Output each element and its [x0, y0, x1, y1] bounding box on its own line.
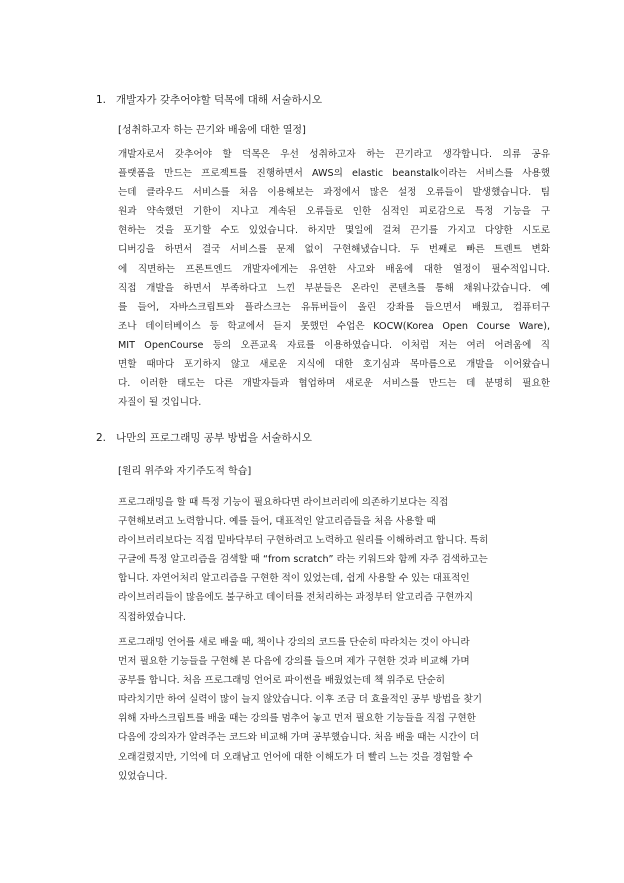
text-line: 다음에 강의자가 알려주는 코드와 비교해 가며 공부했습니다. 처음 배울 때는 시간이 더 — [118, 732, 479, 744]
text-line: 구글에 특정 알고리즘을 검색할 때 “from scratch” 라는 키워드와 함께 자주 검색하고는 — [118, 554, 488, 566]
section-2-subtitle: [원리 위주와 자기주도적 학습] — [118, 466, 252, 477]
question-2 — [96, 430, 312, 445]
text-line: 를 들어, 자바스크립트와 플라스크는 유튜버들이 올린 강좌를 들으면서 배웠고, 컴퓨터구 — [118, 301, 550, 313]
text-line: 위해 자바스크립트를 배울 때는 강의를 멈추어 놓고 먼저 필요한 기능들을 직접 구현한 — [118, 713, 476, 725]
text-line: 에 직면하는 프론트엔드 개발자에게는 유연한 사고와 배움에 대한 열정이 필수적입니다. — [118, 263, 550, 275]
text-line: 조나 데이터베이스 등 학교에서 듣지 못했던 수업은 KOCW(Korea Open Course Ware), — [118, 320, 550, 332]
text-line: 현하는 것을 포기할 수도 있었습니다. 하지만 몇일에 걸쳐 끈기를 가지고 다양한 시도로 — [118, 225, 550, 237]
text-line: 자질이 될 것입니다. — [118, 397, 202, 409]
text-line: MIT OpenCourse 등의 오픈교육 자료를 이용하였습니다. 이처럼 저는 여러 어려움에 직 — [118, 339, 550, 351]
text-line: 다. 이러한 태도는 다른 개발자들과 협업하며 새로운 서비스를 만드는 데 분명히 필요한 — [118, 378, 550, 390]
text-line: 디버깅을 하면서 결국 서비스를 문제 없이 구현해냈습니다. 두 번째로 빠른 트렌트 변화 — [118, 244, 550, 256]
text-line: 프로그래밍을 할 때 특정 기능이 필요하다면 라이브러리에 의존하기보다는 직접 — [118, 497, 449, 508]
text-line: 원과 약속했던 기한이 지나고 계속된 오류들로 인한 심적인 피로감으로 특정 기능을 구 — [118, 206, 550, 218]
section-1-subtitle: [성취하고자 하는 끈기와 배움에 대한 열정] — [118, 125, 306, 136]
text-line: 따라치기만 하여 실력이 많이 늘지 않았습니다. 이후 조금 더 효율적인 공부 방법을 찾기 — [118, 694, 483, 706]
question-2-number: 2. — [96, 432, 107, 444]
text-line: 는데 클라우드 서비스를 처음 이용해보는 과정에서 많은 설정 오류들이 발생했습니다. 팀 — [118, 187, 550, 199]
section-2-paragraph-2 — [118, 633, 550, 786]
text-line: 직접 개발을 하면서 부족하다고 느낀 부분들은 온라인 콘텐츠를 통해 채워나갔습니다. 예 — [118, 282, 550, 294]
text-line: 프로그래밍 언어를 새로 배울 때, 책이나 강의의 코드를 단순히 따라치는 것이 아니라 — [118, 637, 470, 648]
text-line: 플랫폼을 만드는 프로젝트를 진행하면서 AWS의 elastic beanstalk이라는 서비스를 사용했 — [118, 168, 550, 180]
text-line: 개발자로서 갖추어야 할 덕목은 우선 성취하고자 하는 끈기라고 생각합니다. 의류 공유 — [118, 149, 550, 160]
question-1 — [96, 92, 322, 107]
text-line: 오래걸렸지만, 기억에 더 오래남고 언어에 대한 이해도가 더 빨리 느는 것을 경험할 수 — [118, 751, 473, 763]
text-line: 라이브러리보다는 직접 밑바닥부터 구현하려고 노력하고 원리를 이해하려고 합니다. 특히 — [118, 535, 489, 547]
question-2-text: 나만의 프로그래밍 공부 방법을 서술하시오 — [116, 432, 312, 444]
section-2-paragraph-1 — [118, 493, 550, 627]
text-line: 직접하였습니다. — [118, 611, 186, 623]
text-line: 구현해보려고 노력합니다. 예를 들어, 대표적인 알고리즘들을 처음 사용할 때 — [118, 516, 436, 528]
question-1-text: 개발자가 갖추어야할 덕목에 대해 서술하시오 — [116, 94, 323, 106]
text-line: 면할 때마다 포기하지 않고 새로운 지식에 대한 호기심과 목마름으로 개발을 이어왔습니 — [118, 359, 550, 371]
text-line: 라이브러리들이 많음에도 불구하고 데이터를 전처리하는 과정부터 알고리즘 구현까지 — [118, 592, 473, 604]
section-1-paragraph-1 — [118, 145, 550, 412]
text-line: 공부를 합니다. 처음 프로그래밍 언어로 파이썬을 배웠었는데 책 위주로 단순히 — [118, 675, 446, 687]
text-line: 합니다. 자연어처리 알고리즘을 구현한 적이 있었는데, 쉽게 사용할 수 있는 대표적인 — [118, 573, 470, 585]
text-line: 있었습니다. — [118, 770, 168, 782]
text-line: 먼저 필요한 기능들을 구현해 본 다음에 강의를 들으며 제가 구현한 것과 비교해 가며 — [118, 656, 470, 668]
question-1-number: 1. — [96, 94, 107, 106]
